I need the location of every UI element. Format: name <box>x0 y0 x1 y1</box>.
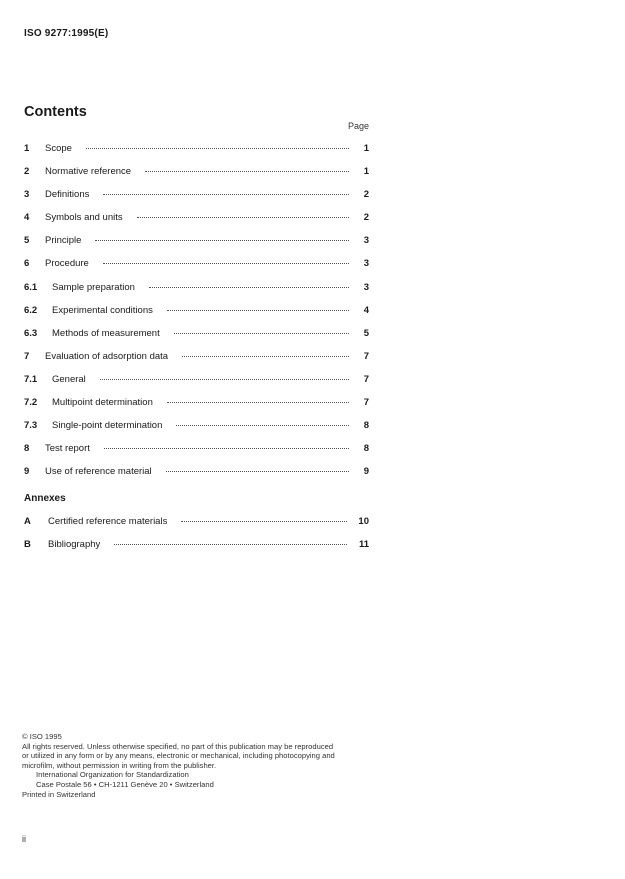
document-id: ISO 9277:1995(E) <box>24 28 109 39</box>
toc-entry[interactable]: 9 Use of reference material 9 <box>24 466 369 478</box>
toc-entry[interactable]: 6.2 Experimental conditions 4 <box>24 304 369 316</box>
leader-dots <box>174 333 349 334</box>
leader-dots <box>95 240 349 241</box>
toc-entry[interactable]: 7.2 Multipoint determination 7 <box>24 397 369 409</box>
organization-address: Case Postale 56 • CH-1211 Genève 20 • Switzerland <box>36 779 214 789</box>
rights-line: microfilm, without permission in writing from the publisher. <box>22 760 217 770</box>
rights-line: All rights reserved. Unless otherwise specified, no part of this publication may be reproduced <box>22 741 334 751</box>
leader-dots <box>104 448 349 449</box>
rights-line: or utilized in any form or by any means, electronic or mechanical, including photocopying and <box>22 751 335 761</box>
toc-entry[interactable]: 1 Scope 1 <box>24 143 369 154</box>
toc-entry[interactable]: 6.1 Sample preparation 3 <box>24 281 369 293</box>
annex-entry[interactable]: B Bibliography 11 <box>24 539 369 550</box>
printed-in: Printed in Switzerland <box>22 789 96 799</box>
leader-dots <box>167 310 349 311</box>
leader-dots <box>181 521 347 522</box>
toc-entry[interactable]: 3 Definitions 2 <box>24 189 369 201</box>
leader-dots <box>176 425 349 426</box>
annex-entry[interactable]: A Certified reference materials 10 <box>24 516 369 527</box>
page-number: ii <box>22 834 26 844</box>
leader-dots <box>103 194 349 195</box>
toc-entry[interactable]: 6.3 Methods of measurement 5 <box>24 327 369 339</box>
toc-entry[interactable]: 6 Procedure 3 <box>24 258 369 270</box>
toc-entry[interactable]: 4 Symbols and units 2 <box>24 212 369 224</box>
copyright-line: © ISO 1995 <box>22 732 62 741</box>
toc-entry[interactable]: 5 Principle 3 <box>24 235 369 247</box>
leader-dots <box>167 402 349 403</box>
page-title: Contents <box>24 104 87 120</box>
annexes-heading: Annexes <box>24 493 66 504</box>
toc-entry[interactable]: 2 Normative reference 1 <box>24 166 369 178</box>
copyright-notice <box>22 732 372 799</box>
leader-dots <box>145 171 349 172</box>
leader-dots <box>114 544 347 545</box>
annexes-list <box>24 516 369 562</box>
leader-dots <box>137 217 349 218</box>
leader-dots <box>166 471 349 472</box>
leader-dots <box>149 287 349 288</box>
toc-entry[interactable]: 7.3 Single-point determination 8 <box>24 420 369 432</box>
toc-entry[interactable]: 8 Test report 8 <box>24 443 369 455</box>
leader-dots <box>86 148 349 149</box>
toc-entry[interactable]: 7.1 General 7 <box>24 373 369 385</box>
page-column-label: Page <box>348 121 370 131</box>
toc-entry[interactable]: 7 Evaluation of adsorption data 7 <box>24 350 369 362</box>
leader-dots <box>100 379 349 380</box>
organization-name: International Organization for Standardization <box>36 770 189 780</box>
table-of-contents <box>24 143 369 489</box>
leader-dots <box>103 263 349 264</box>
leader-dots <box>182 356 349 357</box>
